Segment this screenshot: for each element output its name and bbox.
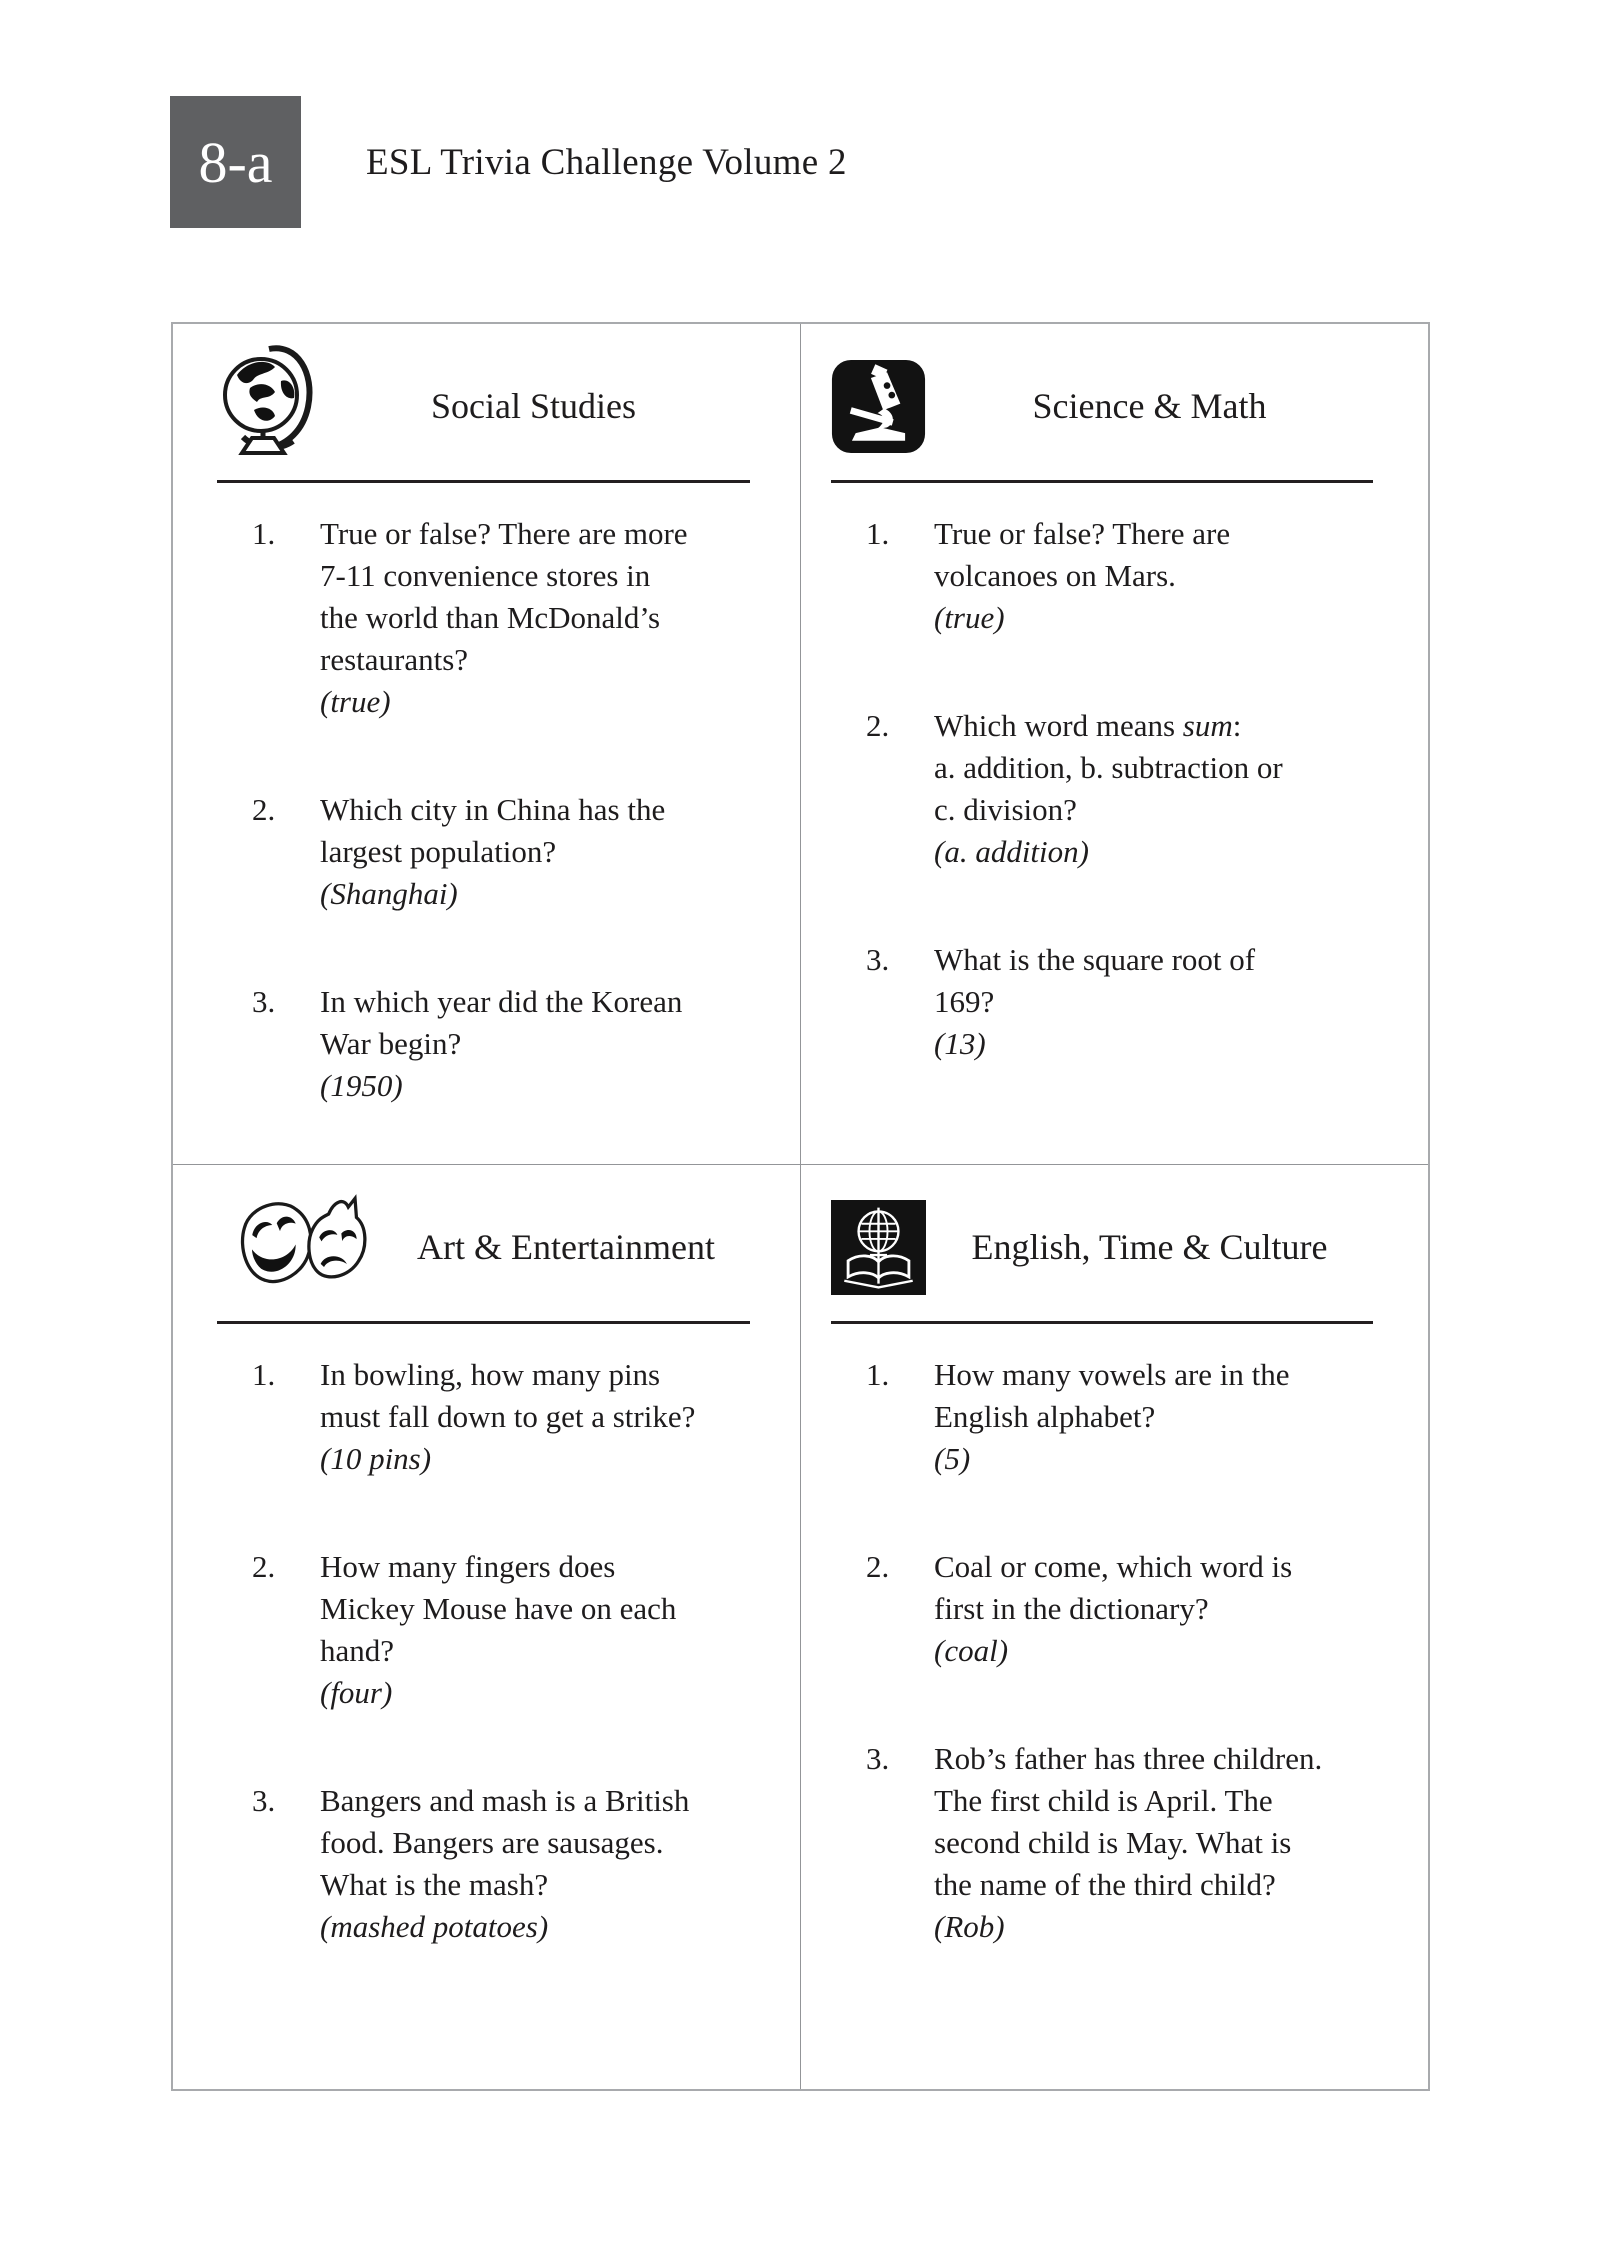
question-item	[252, 789, 750, 915]
question-answer: (mashed potatoes)	[320, 1909, 549, 1944]
section-divider	[831, 480, 1373, 483]
page-number-tab: 8-a	[170, 96, 301, 228]
question-list	[252, 513, 750, 1107]
question-list	[252, 1354, 750, 1948]
question-item	[252, 981, 750, 1107]
section-science-math	[801, 324, 1428, 1165]
section-divider	[217, 1321, 750, 1324]
question-item	[252, 513, 750, 723]
question-answer: (13)	[934, 1026, 986, 1061]
question-text: In which year did the Korean War begin?	[320, 984, 683, 1061]
section-divider	[831, 1321, 1373, 1324]
trivia-card	[171, 322, 1430, 2091]
section-header	[831, 1183, 1373, 1311]
question-answer: (1950)	[320, 1068, 403, 1103]
question-answer: (four)	[320, 1675, 393, 1710]
section-header	[217, 342, 750, 470]
question-text: True or false? There are more 7-11 convenience stores in the world than McDonald’s restaurants?	[320, 516, 688, 677]
section-title: Social Studies	[431, 386, 636, 426]
question-item	[252, 1354, 750, 1480]
question-number: 3.	[252, 1783, 276, 1818]
question-text: In bowling, how many pins must fall down to get a strike?	[320, 1357, 696, 1434]
question-number: 2.	[252, 1549, 276, 1584]
question-number: 1.	[866, 1357, 890, 1392]
section-title: English, Time & Culture	[971, 1227, 1328, 1267]
question-list	[866, 513, 1373, 1065]
question-item	[252, 1546, 750, 1714]
question-number: 3.	[252, 984, 276, 1019]
question-text: Bangers and mash is a British food. Bangers are sausages. What is the mash?	[320, 1783, 690, 1902]
question-answer: (10 pins)	[320, 1441, 432, 1476]
globe-icon	[217, 343, 317, 469]
question-number: 3.	[866, 1741, 890, 1776]
section-title: Science & Math	[1032, 386, 1267, 426]
question-number: 2.	[866, 708, 890, 743]
section-art-entertainment	[173, 1165, 801, 2089]
microscope-icon	[831, 359, 926, 454]
question-number: 1.	[866, 516, 890, 551]
section-title: Art & Entertainment	[417, 1227, 715, 1267]
question-item	[866, 513, 1373, 639]
question-text: Which city in China has the largest population?	[320, 792, 666, 869]
section-english-time-culture	[801, 1165, 1428, 2089]
question-answer: (a. addition)	[934, 834, 1089, 869]
globe-book-icon	[831, 1200, 926, 1295]
question-text: How many fingers does Mickey Mouse have on each hand?	[320, 1549, 677, 1668]
question-text: How many vowels are in the English alphabet?	[934, 1357, 1290, 1434]
section-social-studies	[173, 324, 801, 1165]
question-number: 3.	[866, 942, 890, 977]
question-text: Coal or come, which word is first in the dictionary?	[934, 1549, 1293, 1626]
question-list	[866, 1354, 1373, 1948]
page-title: ESL Trivia Challenge Volume 2	[366, 141, 847, 183]
question-item	[866, 1738, 1373, 1948]
section-divider	[217, 480, 750, 483]
question-answer: (Rob)	[934, 1909, 1005, 1944]
section-header	[217, 1183, 750, 1311]
question-answer: (true)	[934, 600, 1005, 635]
question-answer: (5)	[934, 1441, 971, 1476]
section-header	[831, 342, 1373, 470]
question-item	[866, 705, 1373, 873]
question-text: Which word means sum: a. addition, b. subtraction or c. division?	[934, 708, 1283, 827]
question-answer: (Shanghai)	[320, 876, 458, 911]
question-text: Rob’s father has three children. The first child is April. The second child is May. What is the name of the third child?	[934, 1741, 1323, 1902]
question-number: 1.	[252, 516, 276, 551]
question-answer: (true)	[320, 684, 391, 719]
question-item	[252, 1780, 750, 1948]
question-item	[866, 939, 1373, 1065]
theater-masks-icon	[217, 1191, 382, 1303]
question-number: 2.	[866, 1549, 890, 1584]
question-text: What is the square root of 169?	[934, 942, 1256, 1019]
question-text: True or false? There are volcanoes on Mars.	[934, 516, 1231, 593]
question-number: 1.	[252, 1357, 276, 1392]
question-number: 2.	[252, 792, 276, 827]
question-item	[866, 1354, 1373, 1480]
question-answer: (coal)	[934, 1633, 1009, 1668]
question-item	[866, 1546, 1373, 1672]
